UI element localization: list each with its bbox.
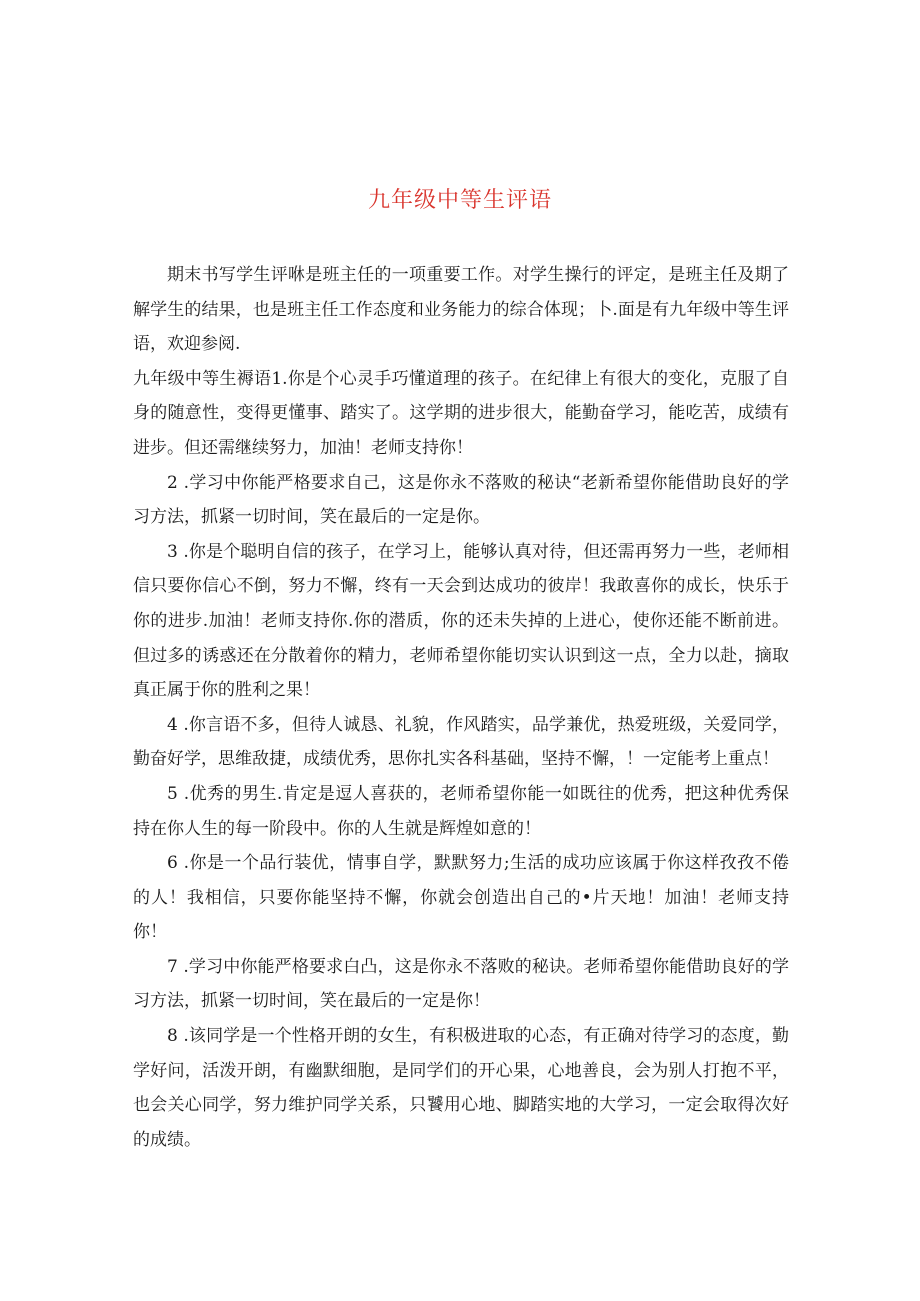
comment-paragraph-1: 九年级中等生褥语1.你是个心灵手巧懂道理的孩子。在纪律上有很大的变化，克服了自身的随意性，变得更懂事、踏实了。这学期的进步很大，能勤奋学习，能吃苦，成绩有进步。但还需继续努力，加油！老师支持你！ — [133, 368, 789, 458]
comment-paragraph-6: 6 .你是一个品行装优，情事自学，默默努力;生活的成功应该属于你这样孜孜不倦的人！我相信，只要你能坚持不懈，你就会创造出自己的•片天地！加油！老师支持你！ — [133, 853, 789, 943]
intro-paragraph: 期末书写学生评咻是班主任的一项重要工作。对学生操行的评定，是班主任及期了解学生的结果，也是班主任工作态度和业务能力的综合体现；卜.面是有九年级中等生评语，欢迎参阅. — [133, 265, 789, 355]
comment-paragraph-2: 2 .学习中你能严格要求自己，这是你永不落败的秘诀“老新希望你能借助良好的学习方法，抓紧一切时间，笑在最后的一定是你。 — [133, 472, 789, 528]
comment-paragraph-7: 7 .学习中你能严格要求白凸，这是你永不落败的秘诀。老师希望你能借助良好的学习方法，抓紧一切时间，笑在最后的一定是你！ — [133, 956, 789, 1012]
page-title: 九年级中等生评语 — [367, 188, 552, 213]
document-body — [133, 258, 789, 1157]
comment-paragraph-4: 4 .你言语不多，但待人诚恳、礼貌，作风踏实，品学兼优，热爱班级，关爱同学，勤奋好学，思维敌捷，成绩优秀，思你扎实各科基础，坚持不懈，！一定能考上重点！ — [133, 714, 789, 770]
comment-paragraph-3: 3 .你是个聪明自信的孩子，在学习上，能够认真对待，但还需再努力一些，老师相信只要你信心不倒，努力不懈，终有一天会到达成功的彼岸！我敢喜你的成长，快乐于你的进步.加油！老师支持你.你的潜质，你的还未失掉的上进心，使你还能不断前进。但过多的诱惑还在分散着你的精力，老师希望你能切实认识到这一点，全力以赴，摘取真正属于你的胜利之果！ — [133, 541, 789, 701]
comment-paragraph-8: 8 .该同学是一个性格开朗的女生，有积极进取的心态，有正确对待学习的态度，勤学好问，活泼开朗，有幽默细胞，是同学们的开心果，心地善良，会为别人打抱不平，也会关心同学，努力维护同学关系，只饕用心地、脚踏实地的大学习，一定会取得次好的成绩。 — [133, 1026, 789, 1150]
comment-paragraph-5: 5 .优秀的男生.肯定是逗人喜获的，老师希望你能一如既往的优秀，把这种优秀保持在你人生的每一阶段中。你的人生就是辉煌如意的！ — [133, 783, 789, 839]
